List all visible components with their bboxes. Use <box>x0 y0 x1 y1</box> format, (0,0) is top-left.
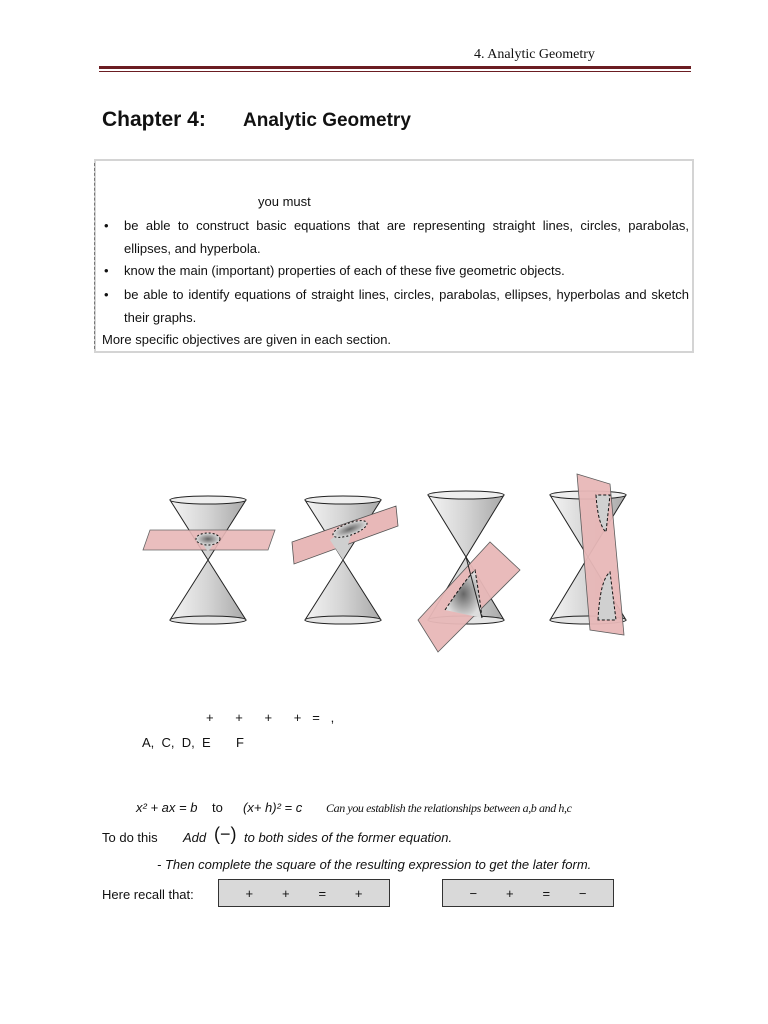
circle-section-cone <box>143 496 275 624</box>
running-header: 4. Analytic Geometry <box>474 47 595 62</box>
recall-label: Here recall that: <box>102 887 194 902</box>
step1-label: To do this <box>102 830 158 845</box>
header-rule-thin <box>99 71 691 72</box>
bullet-icon: • <box>104 218 109 233</box>
objective-item: be able to construct basic equations that are representing straight lines, circles, parabolas, ellipses, and hyperbola. <box>124 218 689 256</box>
general-equation: + + + + = , <box>206 710 335 725</box>
bullet-icon: • <box>104 263 109 278</box>
to-form: (x+ h)² = c <box>243 800 303 815</box>
to-word: to <box>212 800 223 815</box>
header-rule <box>99 66 691 69</box>
objectives-footer: More specific objectives are given in each section. <box>102 332 392 347</box>
relationship-question: Can you establish the relationships between a,b and h,c <box>326 801 572 815</box>
chapter-title: Analytic Geometry <box>243 110 411 131</box>
parabola-section-cone <box>418 491 520 652</box>
from-form: x² + ax = b <box>136 800 198 815</box>
step1-paren: (−) <box>214 824 237 844</box>
bullet-icon: • <box>104 287 109 302</box>
coefficient-list: A, C, D, E <box>142 735 211 750</box>
square-of-difference-identity: − + = − <box>442 879 614 907</box>
objective-item: know the main (important) properties of each of these five geometric objects. <box>124 263 565 278</box>
conic-sections-figure <box>140 470 640 660</box>
step1-add: Add <box>183 830 207 845</box>
objectives-box-margin <box>94 163 95 349</box>
ellipse-section-cone <box>292 496 398 624</box>
step1-rest: to both sides of the former equation. <box>244 830 453 845</box>
chapter-number: Chapter 4: <box>102 108 206 131</box>
constant-term: F <box>236 735 244 750</box>
hyperbola-section-cone <box>550 474 626 635</box>
square-of-sum-identity: + + = + <box>218 879 390 907</box>
objective-item: be able to identify equations of straight lines, circles, parabolas, ellipses, hyperbolas and sketch their graphs. <box>124 287 689 325</box>
step2-text: - Then complete the square of the resulting expression to get the later form. <box>157 857 592 872</box>
objectives-intro: you must <box>258 194 311 209</box>
